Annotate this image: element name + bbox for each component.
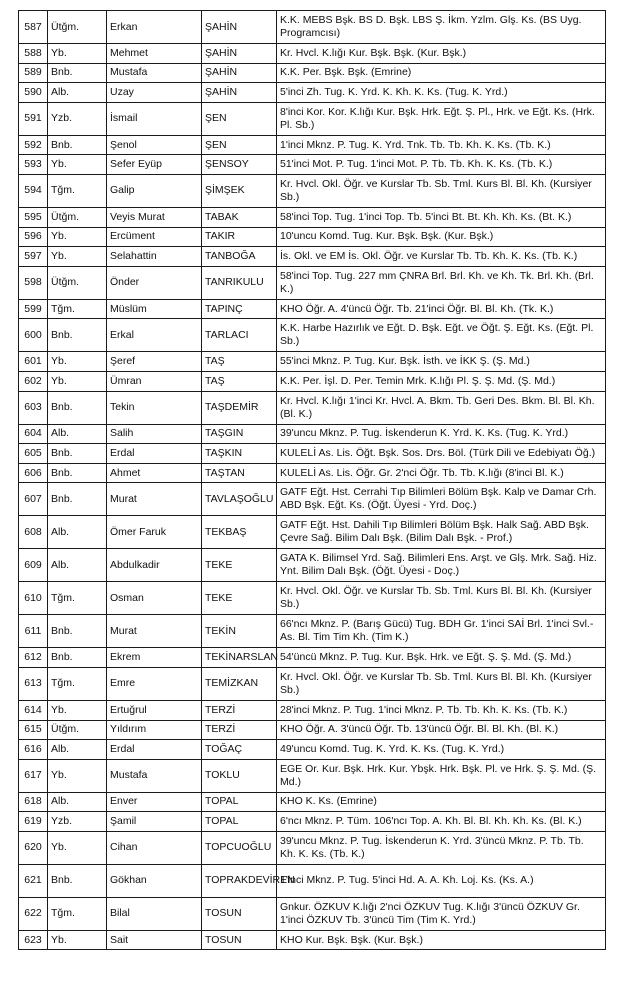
unit-cell: KHO Öğr. A. 3'üncü Öğr. Tb. 13'üncü Öğr. Bl. Bl. Kh. (Bl. K.)	[277, 720, 606, 740]
first-name-cell: Uzay	[107, 83, 202, 103]
rank-cell: Yb.	[48, 44, 107, 64]
unit-cell: Kr. Hvcl. Okl. Öğr. ve Kurslar Tb. Sb. Tml. Kurs Bl. Bl. Kh. (Kursiyer Sb.)	[277, 582, 606, 615]
table-row	[19, 227, 606, 247]
last-name-cell: TOPAL	[202, 792, 277, 812]
table-row	[19, 371, 606, 391]
first-name-cell: Mehmet	[107, 44, 202, 64]
row-number-cell: 622	[19, 897, 48, 930]
table-row	[19, 135, 606, 155]
last-name-cell: TEKE	[202, 582, 277, 615]
table-row	[19, 44, 606, 64]
table-row	[19, 549, 606, 582]
row-number-cell: 609	[19, 549, 48, 582]
table-row	[19, 247, 606, 267]
first-name-cell: Osman	[107, 582, 202, 615]
table-row	[19, 174, 606, 207]
last-name-cell: TERZİ	[202, 700, 277, 720]
row-number-cell: 604	[19, 424, 48, 444]
rank-cell: Tğm.	[48, 667, 107, 700]
last-name-cell: TAŞ	[202, 352, 277, 372]
rank-cell: Yb.	[48, 155, 107, 175]
last-name-cell: TAVLAŞOĞLU	[202, 483, 277, 516]
row-number-cell: 587	[19, 11, 48, 44]
rank-cell: Alb.	[48, 424, 107, 444]
first-name-cell: Erkan	[107, 11, 202, 44]
table-row	[19, 83, 606, 103]
last-name-cell: TOPCUOĞLU	[202, 831, 277, 864]
first-name-cell: Erkal	[107, 319, 202, 352]
first-name-cell: Enver	[107, 792, 202, 812]
unit-cell: 58'inci Top. Tug. 1'inci Top. Tb. 5'inci Bt. Bt. Kh. Kh. Ks. (Bt. K.)	[277, 207, 606, 227]
first-name-cell: Murat	[107, 615, 202, 648]
last-name-cell: TEKİNARSLAN	[202, 648, 277, 668]
last-name-cell: ŞİMŞEK	[202, 174, 277, 207]
first-name-cell: Gökhan	[107, 864, 202, 897]
row-number-cell: 603	[19, 391, 48, 424]
first-name-cell: Önder	[107, 266, 202, 299]
first-name-cell: Salih	[107, 424, 202, 444]
unit-cell: Kr. Hvcl. K.lığı Kur. Bşk. Bşk. (Kur. Bşk.)	[277, 44, 606, 64]
row-number-cell: 591	[19, 102, 48, 135]
first-name-cell: Ercüment	[107, 227, 202, 247]
table-row	[19, 740, 606, 760]
first-name-cell: Mustafa	[107, 63, 202, 83]
rank-cell: Ütğm.	[48, 11, 107, 44]
first-name-cell: Cihan	[107, 831, 202, 864]
row-number-cell: 612	[19, 648, 48, 668]
first-name-cell: Selahattin	[107, 247, 202, 267]
rank-cell: Bnb.	[48, 864, 107, 897]
row-number-cell: 600	[19, 319, 48, 352]
row-number-cell: 601	[19, 352, 48, 372]
table-row	[19, 207, 606, 227]
row-number-cell: 598	[19, 266, 48, 299]
table-row	[19, 667, 606, 700]
rank-cell: Alb.	[48, 516, 107, 549]
last-name-cell: TANBOĞA	[202, 247, 277, 267]
row-number-cell: 593	[19, 155, 48, 175]
row-number-cell: 617	[19, 759, 48, 792]
rank-cell: Yzb.	[48, 102, 107, 135]
unit-cell: 8'inci Kor. Kor. K.lığı Kur. Bşk. Hrk. Eğt. Ş. Pl., Hrk. ve Eğt. Ks. (Hrk. Pl. Sb.)	[277, 102, 606, 135]
row-number-cell: 608	[19, 516, 48, 549]
unit-cell: 66'ncı Mknz. P. (Barış Gücü) Tug. BDH Gr. 1'inci SAİ Brl. 1'inci Svl.-As. Bl. Tim Tim Kh. (Tim K.)	[277, 615, 606, 648]
unit-cell: 39'uncu Mknz. P. Tug. İskenderun K. Yrd. 3'üncü Mknz. P. Tb. Tb. Kh. K. Ks. (Tb. K.)	[277, 831, 606, 864]
first-name-cell: Ekrem	[107, 648, 202, 668]
last-name-cell: TOPRAKDEVİREN	[202, 864, 277, 897]
table-row	[19, 63, 606, 83]
rank-cell: Bnb.	[48, 463, 107, 483]
table-row	[19, 615, 606, 648]
rank-cell: Bnb.	[48, 391, 107, 424]
table-row	[19, 700, 606, 720]
last-name-cell: TAŞ	[202, 371, 277, 391]
rank-cell: Yzb.	[48, 812, 107, 832]
unit-cell: K.K. Per. İşl. D. Per. Temin Mrk. K.lığı Pl. Ş. Ş. Md. (Ş. Md.)	[277, 371, 606, 391]
unit-cell: EGE Or. Kur. Bşk. Hrk. Kur. Ybşk. Hrk. Bşk. Pl. ve Hrk. Ş. Ş. Md. (Ş. Md.)	[277, 759, 606, 792]
table-row	[19, 831, 606, 864]
rank-cell: Yb.	[48, 831, 107, 864]
rank-cell: Yb.	[48, 371, 107, 391]
last-name-cell: TAŞGIN	[202, 424, 277, 444]
unit-cell: 6'ncı Mknz. P. Tüm. 106'ncı Top. A. Kh. Bl. Bl. Kh. Kh. Ks. (Bl. K.)	[277, 812, 606, 832]
last-name-cell: TOPAL	[202, 812, 277, 832]
rank-cell: Ütğm.	[48, 266, 107, 299]
last-name-cell: TEKE	[202, 549, 277, 582]
last-name-cell: TAŞKIN	[202, 444, 277, 464]
unit-cell: 5'inci Zh. Tug. K. Yrd. K. Kh. K. Ks. (Tug. K. Yrd.)	[277, 83, 606, 103]
rank-cell: Tğm.	[48, 174, 107, 207]
last-name-cell: ŞEN	[202, 135, 277, 155]
table-row	[19, 516, 606, 549]
unit-cell: KHO K. Ks. (Emrine)	[277, 792, 606, 812]
row-number-cell: 595	[19, 207, 48, 227]
row-number-cell: 616	[19, 740, 48, 760]
unit-cell: Kr. Hvcl. Okl. Öğr. ve Kurslar Tb. Sb. Tml. Kurs Bl. Bl. Kh. (Kursiyer Sb.)	[277, 667, 606, 700]
row-number-cell: 614	[19, 700, 48, 720]
last-name-cell: ŞENSOY	[202, 155, 277, 175]
unit-cell: K.K. Per. Bşk. Bşk. (Emrine)	[277, 63, 606, 83]
table-row	[19, 299, 606, 319]
unit-cell: Kr. Hvcl. K.lığı 1'inci Kr. Hvcl. A. Bkm. Tb. Geri Des. Bkm. Bl. Bl. Kh. (Bl. K.)	[277, 391, 606, 424]
table-row	[19, 424, 606, 444]
document-page	[18, 10, 605, 950]
table-row	[19, 864, 606, 897]
last-name-cell: TEKİN	[202, 615, 277, 648]
rank-cell: Bnb.	[48, 63, 107, 83]
last-name-cell: ŞEN	[202, 102, 277, 135]
table-row	[19, 792, 606, 812]
row-number-cell: 620	[19, 831, 48, 864]
first-name-cell: Emre	[107, 667, 202, 700]
unit-cell: 54'üncü Mknz. P. Tug. Kur. Bşk. Hrk. ve Eğt. Ş. Ş. Md. (Ş. Md.)	[277, 648, 606, 668]
first-name-cell: Ertuğrul	[107, 700, 202, 720]
unit-cell: GATF Eğt. Hst. Cerrahi Tıp Bilimleri Bölüm Bşk. Kalp ve Damar Crh. ABD Bşk. Eğt. Ks. (Öğt. Üyesi - Yrd. Doç.)	[277, 483, 606, 516]
first-name-cell: Sait	[107, 930, 202, 950]
personnel-table	[18, 10, 606, 950]
personnel-table-body	[19, 11, 606, 950]
first-name-cell: Yıldırım	[107, 720, 202, 740]
row-number-cell: 594	[19, 174, 48, 207]
rank-cell: Bnb.	[48, 135, 107, 155]
first-name-cell: Şenol	[107, 135, 202, 155]
last-name-cell: TOSUN	[202, 897, 277, 930]
table-row	[19, 319, 606, 352]
rank-cell: Yb.	[48, 930, 107, 950]
first-name-cell: Şamil	[107, 812, 202, 832]
first-name-cell: Erdal	[107, 740, 202, 760]
unit-cell: 1'inci Mknz. P. Tug. K. Yrd. Tnk. Tb. Tb. Kh. K. Ks. (Tb. K.)	[277, 135, 606, 155]
row-number-cell: 613	[19, 667, 48, 700]
table-row	[19, 930, 606, 950]
row-number-cell: 605	[19, 444, 48, 464]
first-name-cell: Ömer Faruk	[107, 516, 202, 549]
row-number-cell: 592	[19, 135, 48, 155]
table-row	[19, 155, 606, 175]
last-name-cell: TERZİ	[202, 720, 277, 740]
rank-cell: Bnb.	[48, 319, 107, 352]
row-number-cell: 599	[19, 299, 48, 319]
last-name-cell: TARLACI	[202, 319, 277, 352]
rank-cell: Tğm.	[48, 897, 107, 930]
unit-cell: Gnkur. ÖZKUV K.lığı 2'nci ÖZKUV Tug. K.lığı 3'üncü ÖZKUV Gr. 1'inci ÖZKUV Tb. 3'üncü Tim (Tim K. Yrd.)	[277, 897, 606, 930]
rank-cell: Bnb.	[48, 483, 107, 516]
first-name-cell: Mustafa	[107, 759, 202, 792]
rank-cell: Tğm.	[48, 299, 107, 319]
table-row	[19, 102, 606, 135]
table-row	[19, 352, 606, 372]
last-name-cell: ŞAHİN	[202, 63, 277, 83]
table-row	[19, 391, 606, 424]
first-name-cell: Murat	[107, 483, 202, 516]
first-name-cell: Şeref	[107, 352, 202, 372]
unit-cell: 58'inci Top. Tug. 227 mm ÇNRA Brl. Brl. Kh. ve Kh. Tk. Brl. Kh. (Brl. K.)	[277, 266, 606, 299]
rank-cell: Yb.	[48, 352, 107, 372]
last-name-cell: ŞAHİN	[202, 11, 277, 44]
first-name-cell: İsmail	[107, 102, 202, 135]
unit-cell: 10'uncu Komd. Tug. Kur. Bşk. Bşk. (Kur. Bşk.)	[277, 227, 606, 247]
last-name-cell: TAKIR	[202, 227, 277, 247]
row-number-cell: 606	[19, 463, 48, 483]
rank-cell: Bnb.	[48, 444, 107, 464]
rank-cell: Tğm.	[48, 582, 107, 615]
unit-cell: GATF Eğt. Hst. Dahili Tıp Bilimleri Bölüm Bşk. Halk Sağ. ABD Bşk. Çevre Sağ. Bilim Dalı Bşk. (Bilim Dalı Bşk. - Prof.)	[277, 516, 606, 549]
unit-cell: 39'uncu Mknz. P. Tug. İskenderun K. Yrd. K. Ks. (Tug. K. Yrd.)	[277, 424, 606, 444]
unit-cell: Kr. Hvcl. Okl. Öğr. ve Kurslar Tb. Sb. Tml. Kurs Bl. Bl. Kh. (Kursiyer Sb.)	[277, 174, 606, 207]
unit-cell: 51'inci Mot. P. Tug. 1'inci Mot. P. Tb. Tb. Kh. K. Ks. (Tb. K.)	[277, 155, 606, 175]
unit-cell: K.K. Harbe Hazırlık ve Eğt. D. Bşk. Eğt. ve Öğt. Ş. Eğt. Ks. (Eğt. Pl. Sb.)	[277, 319, 606, 352]
first-name-cell: Sefer Eyüp	[107, 155, 202, 175]
row-number-cell: 619	[19, 812, 48, 832]
first-name-cell: Müslüm	[107, 299, 202, 319]
unit-cell: KHO Öğr. A. 4'üncü Öğr. Tb. 21'inci Öğr. Bl. Bl. Kh. (Tk. K.)	[277, 299, 606, 319]
last-name-cell: TEKBAŞ	[202, 516, 277, 549]
table-row	[19, 812, 606, 832]
row-number-cell: 610	[19, 582, 48, 615]
last-name-cell: TAŞDEMİR	[202, 391, 277, 424]
rank-cell: Bnb.	[48, 648, 107, 668]
first-name-cell: Tekin	[107, 391, 202, 424]
unit-cell: K.K. MEBS Bşk. BS D. Bşk. LBS Ş. İkm. Yzlm. Glş. Ks. (BS Uyg. Programcısı)	[277, 11, 606, 44]
rank-cell: Alb.	[48, 549, 107, 582]
table-row	[19, 266, 606, 299]
last-name-cell: ŞAHİN	[202, 83, 277, 103]
unit-cell: KULELİ As. Lis. Öğr. Gr. 2'nci Öğr. Tb. Tb. K.lığı (8'inci Bl. K.)	[277, 463, 606, 483]
last-name-cell: TAPINÇ	[202, 299, 277, 319]
table-row	[19, 444, 606, 464]
rank-cell: Bnb.	[48, 615, 107, 648]
row-number-cell: 590	[19, 83, 48, 103]
rank-cell: Alb.	[48, 83, 107, 103]
table-row	[19, 582, 606, 615]
last-name-cell: ŞAHİN	[202, 44, 277, 64]
row-number-cell: 621	[19, 864, 48, 897]
table-row	[19, 897, 606, 930]
first-name-cell: Veyis Murat	[107, 207, 202, 227]
last-name-cell: TOSUN	[202, 930, 277, 950]
rank-cell: Yb.	[48, 227, 107, 247]
rank-cell: Ütğm.	[48, 207, 107, 227]
rank-cell: Yb.	[48, 759, 107, 792]
unit-cell: 28'inci Mknz. P. Tug. 1'inci Mknz. P. Tb. Tb. Kh. K. Ks. (Tb. K.)	[277, 700, 606, 720]
row-number-cell: 618	[19, 792, 48, 812]
row-number-cell: 611	[19, 615, 48, 648]
rank-cell: Ütğm.	[48, 720, 107, 740]
unit-cell: KULELİ As. Lis. Öğt. Bşk. Sos. Drs. Böl. (Türk Dili ve Edebiyatı Öğ.)	[277, 444, 606, 464]
unit-cell: İs. Okl. ve EM İs. Okl. Öğr. ve Kurslar Tb. Tb. Kh. K. Ks. (Tb. K.)	[277, 247, 606, 267]
row-number-cell: 615	[19, 720, 48, 740]
unit-cell: 49'uncu Komd. Tug. K. Yrd. K. Ks. (Tug. K. Yrd.)	[277, 740, 606, 760]
row-number-cell: 588	[19, 44, 48, 64]
row-number-cell: 607	[19, 483, 48, 516]
table-row	[19, 463, 606, 483]
last-name-cell: TAŞTAN	[202, 463, 277, 483]
row-number-cell: 589	[19, 63, 48, 83]
unit-cell: GATA K. Bilimsel Yrd. Sağ. Bilimleri Ens. Arşt. ve Glş. Mrk. Sağ. Hiz. Ynt. Bilim Dalı Bşk. (Öğt. Üyesi - Doç.)	[277, 549, 606, 582]
last-name-cell: TEMİZKAN	[202, 667, 277, 700]
table-row	[19, 483, 606, 516]
unit-cell: 1'inci Mknz. P. Tug. 5'inci Hd. A. A. Kh. Loj. Ks. (Ks. A.)	[277, 864, 606, 897]
first-name-cell: Erdal	[107, 444, 202, 464]
first-name-cell: Abdulkadir	[107, 549, 202, 582]
rank-cell: Yb.	[48, 700, 107, 720]
row-number-cell: 596	[19, 227, 48, 247]
last-name-cell: TABAK	[202, 207, 277, 227]
row-number-cell: 623	[19, 930, 48, 950]
row-number-cell: 597	[19, 247, 48, 267]
unit-cell: 55'inci Mknz. P. Tug. Kur. Bşk. İsth. ve İKK Ş. (Ş. Md.)	[277, 352, 606, 372]
first-name-cell: Ümran	[107, 371, 202, 391]
unit-cell: KHO Kur. Bşk. Bşk. (Kur. Bşk.)	[277, 930, 606, 950]
last-name-cell: TANRIKULU	[202, 266, 277, 299]
rank-cell: Yb.	[48, 247, 107, 267]
row-number-cell: 602	[19, 371, 48, 391]
table-row	[19, 648, 606, 668]
table-row	[19, 720, 606, 740]
table-row	[19, 11, 606, 44]
last-name-cell: TOĞAÇ	[202, 740, 277, 760]
rank-cell: Alb.	[48, 792, 107, 812]
last-name-cell: TOKLU	[202, 759, 277, 792]
first-name-cell: Ahmet	[107, 463, 202, 483]
first-name-cell: Bilal	[107, 897, 202, 930]
rank-cell: Alb.	[48, 740, 107, 760]
first-name-cell: Galip	[107, 174, 202, 207]
table-row	[19, 759, 606, 792]
